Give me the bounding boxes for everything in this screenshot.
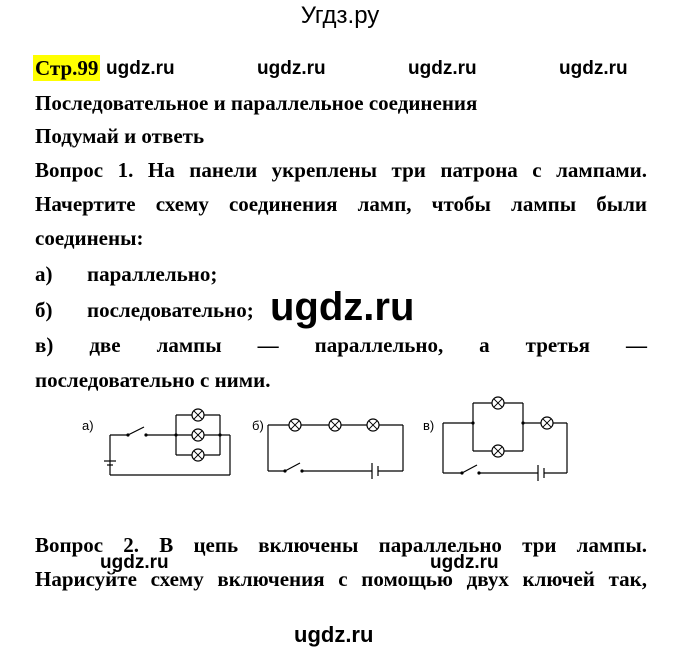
question-2-line-1: Вопрос 2. В цепь включены параллельно три лампы. xyxy=(35,533,647,557)
circuit-diagrams xyxy=(80,385,580,490)
watermark: ugdz.ru xyxy=(100,552,169,573)
option-c-line-1: в) две лампы — параллельно, а третья — xyxy=(35,333,647,357)
circuit-c-label: в) xyxy=(423,418,435,433)
lamp-icon xyxy=(192,449,204,461)
lamp-icon xyxy=(367,419,379,431)
option-b-letter: б) xyxy=(35,298,53,322)
question-1-line-1: Вопрос 1. На панели укреплены три патрона с лампами. xyxy=(35,158,647,182)
watermark: ugdz.ru xyxy=(106,58,175,79)
lamp-icon xyxy=(492,445,504,457)
watermark: ugdz.ru xyxy=(408,58,477,79)
lamp-icon xyxy=(192,429,204,441)
page-label: Стр.99 xyxy=(35,56,99,80)
circuit-c xyxy=(423,403,567,481)
lamp-icon xyxy=(289,419,301,431)
question-2-line-2: Нарисуйте схему включения с помощью двух ключей так, xyxy=(35,567,647,591)
section-heading: Последовательное и параллельное соединения xyxy=(35,91,478,115)
circuit-a-label: а) xyxy=(82,418,94,433)
option-a-text: параллельно; xyxy=(87,262,218,286)
option-a-letter: а) xyxy=(35,262,53,286)
site-title: Угдз.ру xyxy=(300,2,380,29)
question-1-line-3: соединены: xyxy=(35,226,144,250)
option-b-text: последовательно; xyxy=(87,298,254,322)
watermark: ugdz.ru xyxy=(430,552,499,573)
watermark-large: ugdz.ru xyxy=(270,285,415,329)
circuit-b xyxy=(252,418,403,479)
question-1-line-2: Начертите схему соединения ламп, чтобы лампы были xyxy=(35,192,647,216)
lamp-icon xyxy=(192,409,204,421)
watermark: ugdz.ru xyxy=(559,58,628,79)
footer-watermark: ugdz.ru xyxy=(294,622,374,647)
option-c-line-2: последовательно с ними. xyxy=(35,368,271,392)
watermark: ugdz.ru xyxy=(257,58,326,79)
subheading: Подумай и ответь xyxy=(35,124,205,148)
circuit-a xyxy=(82,415,230,475)
lamp-icon xyxy=(541,417,553,429)
lamp-icon xyxy=(492,397,504,409)
circuit-b-label: б) xyxy=(252,418,264,433)
lamp-icon xyxy=(329,419,341,431)
